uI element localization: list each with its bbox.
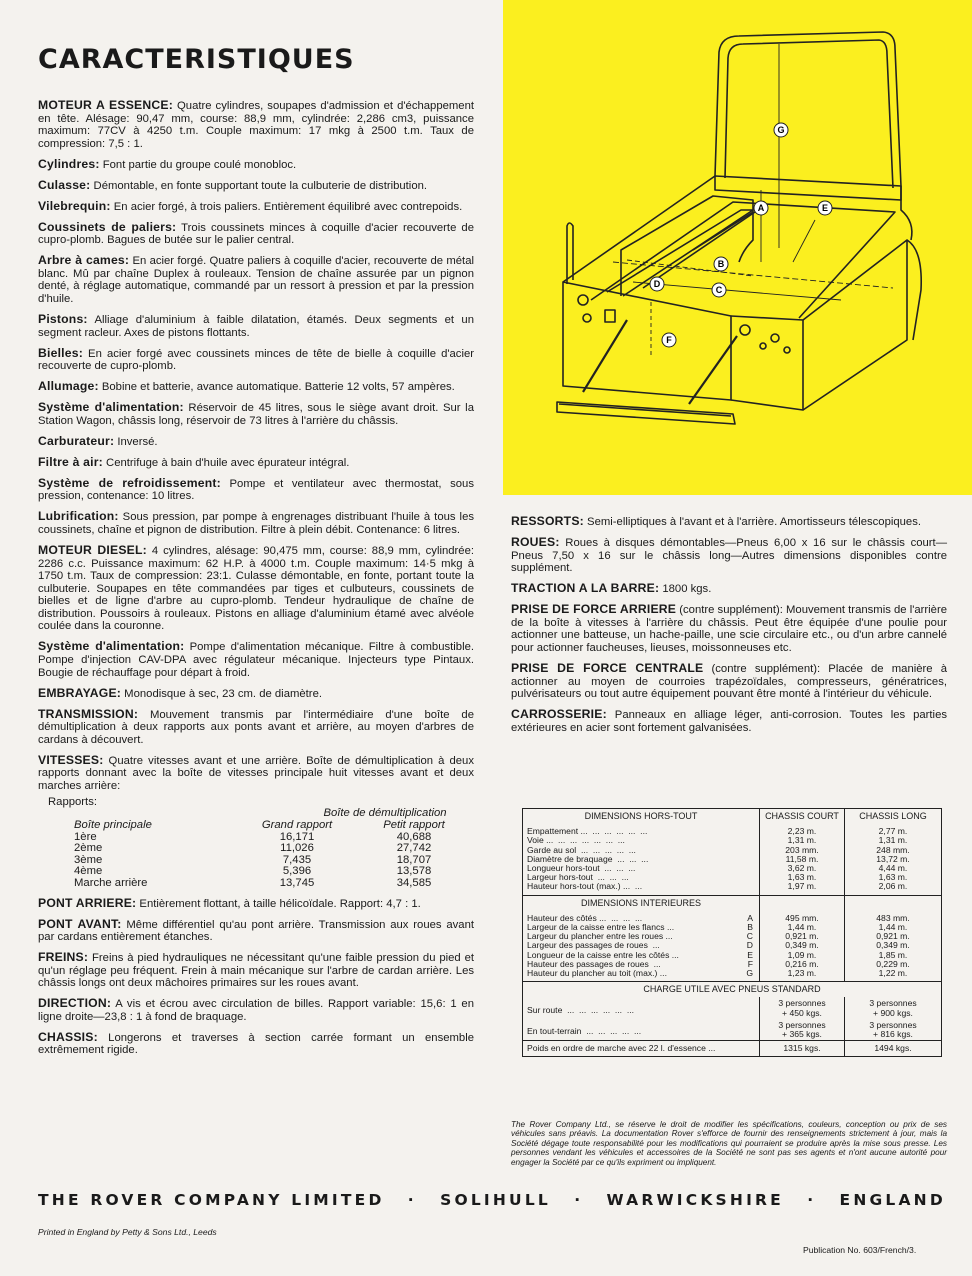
interior-label: Largeur du plancher entre les roues ... — [527, 931, 673, 942]
gear-caption: Rapports: — [48, 795, 97, 808]
spec-text: Sous pression, par pompe à engrenages distribuant l'huile à tous les coussinets, chaîne et pignon de distribution. Filtre à plein débit. Contenance: 6 litres. — [38, 511, 474, 536]
gear-cell: 16,171 — [279, 830, 315, 843]
payload-line: + 816 kgs. — [873, 1029, 913, 1040]
dimension-letter-d: D — [653, 279, 661, 289]
spec-label: PONT ARRIERE: — [38, 895, 137, 910]
dimension-letter-b: B — [717, 259, 725, 269]
dimension-label: Largeur hors-tout ... ... ... — [523, 873, 760, 882]
gear-cell: 7,435 — [282, 853, 312, 866]
gear-header: Petit rapport — [383, 818, 445, 831]
payload-line: 3 personnes — [778, 1019, 826, 1030]
spec-paragraph — [511, 515, 947, 529]
spec-paragraph — [38, 99, 474, 150]
footer-dot: · — [407, 1191, 417, 1209]
spec-label: Système de refroidissement: — [38, 475, 221, 490]
spec-label: Vilebrequin: — [38, 198, 111, 213]
spec-paragraph — [38, 918, 474, 944]
gear-cell: 18,707 — [396, 853, 432, 866]
spec-paragraph — [38, 435, 474, 449]
interieures-title: DIMENSIONS INTERIEURES — [523, 895, 760, 911]
dimension-court: 203 mm. — [760, 846, 845, 855]
gear-cell: 40,688 — [396, 830, 432, 843]
spec-text: Quatre cylindres, soupapes d'admission et d'échappement en tête. Alésage: 90,47 mm, course: 88,9 mm, cylindrée: 2,286 cm3, puissance maximum: 77CV à 4250 t.m. Couple maximum: 17 mkg à 2500 t.m. Taux de compression: 7,5 : 1. — [38, 100, 474, 150]
spec-paragraph — [38, 456, 474, 470]
spec-paragraph — [38, 347, 474, 373]
spec-label: CARROSSERIE: — [511, 707, 607, 722]
col-header-court: CHASSIS COURT — [760, 809, 845, 824]
poids-court: 1315 kgs. — [760, 1041, 845, 1057]
spec-paragraph — [511, 536, 947, 575]
spec-paragraph — [38, 997, 474, 1023]
spec-label: Arbre à cames: — [38, 253, 130, 268]
payload-line: 3 personnes — [869, 998, 917, 1009]
spec-label: PRISE DE FORCE CENTRALE — [511, 660, 704, 675]
payload-line: + 450 kgs. — [782, 1007, 822, 1018]
payload-line: + 900 kgs. — [873, 1007, 913, 1018]
interior-code: B — [747, 922, 753, 933]
spec-list-extras — [511, 515, 947, 734]
spec-label: FREINS: — [38, 950, 89, 965]
spec-text: Semi-elliptiques à l'avant et à l'arrière. Amortisseurs télescopiques. — [583, 516, 922, 528]
spec-paragraph — [38, 477, 474, 503]
right-column — [511, 515, 947, 742]
spec-text: Panneaux en alliage léger, anti-corrosion. Toutes les parties extérieures en acier sont fortement galvanisées. — [511, 709, 947, 734]
dimension-long: 1,63 m. — [878, 872, 908, 883]
spec-text: Inversé. — [114, 435, 158, 448]
footer-city: SOLIHULL — [440, 1191, 551, 1209]
spec-text: (contre supplément): Mouvement transmis de l'arrière de la boîte à vitesses à l'arrière du châssis. Peut être équipée d'une poulie pour actionner une batteuse, un hache-paille, une scie circulaire etc., ou d'un arbre cannelé pour actionner faucheuses, lieuses, moissonneuses etc. — [511, 604, 948, 654]
spec-paragraph — [38, 640, 474, 679]
spec-paragraph — [38, 754, 474, 793]
gear-group-header: Boîte de démultiplication — [323, 807, 447, 820]
body-illustration — [503, 0, 972, 495]
dimension-letter-e: E — [821, 203, 829, 213]
interior-court: 495 mm. — [760, 911, 845, 923]
gear-cell: 13,745 — [279, 876, 315, 889]
spec-text: Même différentiel qu'au pont arrière. Transmission aux roues avant par cardans entièrement étanches. — [38, 918, 474, 944]
spec-label: Coussinets de paliers: — [38, 219, 177, 234]
payload-long — [845, 1019, 942, 1041]
gear-cell: 1ère — [74, 830, 97, 843]
spec-label: Cylindres: — [38, 156, 100, 171]
gear-header: Boîte principale — [74, 818, 152, 831]
poids-label: Poids en ordre de marche avec 22 l. d'essence ... — [523, 1041, 760, 1057]
spec-label: Bielles: — [38, 345, 83, 360]
interior-court: 0,349 m. — [760, 941, 845, 950]
spec-text: Pompe d'alimentation mécanique. Filtre à combustible. Pompe d'injection CAV-DPA avec régulateur mécanique. Injecteurs type Pintaux. Bougie de réchauffage pour départ à froid. — [38, 641, 475, 679]
interior-long: 1,85 m. — [878, 949, 908, 960]
spec-label: CHASSIS: — [38, 1029, 98, 1044]
interior-code: C — [746, 931, 753, 942]
dimension-court: 1,63 m. — [760, 873, 845, 882]
spec-text: Monodisque à sec, 23 cm. de diamètre. — [121, 687, 322, 700]
gear-row — [74, 878, 472, 890]
spec-text: Freins à pied hydrauliques ne nécessitant qu'une faible pression du pied et qu'un réglage peu fréquent. Frein à main mécanique sur l'arbre de cardan arrière. Les châssis longs ont deux mâchoires primaires sur les roues avant. — [38, 952, 474, 990]
payload-label: Sur route ... ... ... ... ... ... — [523, 997, 760, 1018]
spec-label: MOTEUR DIESEL: — [38, 542, 147, 557]
gear-cell: 13,578 — [396, 865, 432, 878]
publication-number: Publication No. 603/French/3. — [803, 1245, 917, 1255]
interior-long: 0,921 m. — [876, 931, 910, 942]
dimension-court: 11,58 m. — [760, 855, 845, 864]
spec-paragraph — [38, 951, 474, 990]
spec-text: Centrifuge à bain d'huile avec épurateur intégral. — [102, 456, 350, 469]
spec-list-chassis — [38, 897, 474, 1058]
spec-label: Lubrification: — [38, 509, 119, 524]
interior-label: Hauteur du plancher au toit (max.) ... — [527, 968, 667, 979]
spec-list-engine — [38, 99, 474, 793]
spec-label: Filtre à air: — [38, 454, 103, 469]
left-column — [38, 99, 474, 1064]
spec-paragraph — [38, 158, 474, 172]
spec-paragraph — [38, 200, 474, 214]
spec-text: Font partie du groupe coulé monobloc. — [99, 158, 297, 171]
spec-paragraph — [38, 221, 474, 247]
dimension-court: 2,23 m. — [760, 824, 845, 836]
gear-cell: 11,026 — [280, 842, 314, 855]
spec-text: Entièrement flottant, à taille hélicoïdale. Rapport: 4,7 : 1. — [136, 897, 421, 910]
payload-row — [523, 1019, 941, 1041]
spec-text: 1800 kgs. — [659, 583, 712, 596]
gear-cell: 5,396 — [282, 865, 312, 878]
gear-cell: Marche arrière — [74, 876, 148, 889]
dimension-label: Garde au sol ... ... ... ... ... — [523, 846, 760, 855]
dimension-letter-a: A — [757, 203, 765, 213]
interior-label: Largeur de la caisse entre les flancs ... — [527, 922, 675, 933]
spec-text: (contre supplément): Placée de manière à actionner au moyen de courroies trapézoïdales, compresseurs, génératrices, pulvérisateurs ou tout autre équipement pouvant être monté à l'intérieur du véhicule. — [511, 662, 948, 701]
spec-paragraph — [38, 687, 474, 701]
spec-paragraph — [38, 510, 474, 536]
spec-text: Bobine et batterie, avance automatique. Batterie 12 volts, 57 ampères. — [98, 381, 455, 394]
poids-long: 1494 kgs. — [845, 1041, 942, 1057]
dimension-row — [523, 882, 941, 895]
spec-paragraph — [38, 179, 474, 193]
dimension-letter-f: F — [666, 335, 672, 345]
interior-long: 483 mm. — [876, 912, 910, 923]
spec-label: Pistons: — [38, 312, 88, 327]
spec-paragraph — [38, 544, 474, 633]
payload-court — [760, 997, 845, 1018]
gear-cell: 27,742 — [396, 842, 432, 855]
spec-text: En acier forgé avec coussinets minces de tête de bielle à coquille d'acier recouverte de cupro-plomb. — [38, 347, 474, 373]
interior-dimension-row — [523, 969, 941, 982]
interior-court: 1,23 m. — [760, 969, 845, 982]
dimension-label: Diamètre de braquage ... ... ... — [523, 855, 760, 864]
interior-long: 1,44 m. — [878, 922, 908, 933]
spec-label: ROUES: — [511, 534, 560, 549]
spec-paragraph — [38, 313, 474, 339]
spec-label: Culasse: — [38, 177, 91, 192]
payload-court — [760, 1019, 845, 1041]
spec-paragraph — [38, 1031, 474, 1057]
legal-disclaimer: The Rover Company Ltd., se réserve le droit de modifier les spécifications, couleurs, conception ou prix de ses véhicules sans préavis. La documentation Rover s'efforce de fournir des renseignements strictement à jour, mais la Société dégage toute responsabilité pour les modifications qui pourraient se produire après la mise sous presse. Les personnes vendant les véhicules et accessoires de la Société ne sont pas ses agents et n'ont aucune autorité pour engager la Société par ce qu'ils expriment ou impliquent. — [511, 1120, 947, 1167]
spec-label: EMBRAYAGE: — [38, 685, 122, 700]
spec-text: A vis et écrou avec circulation de billes. Rapport variable: 15,6: 1 en ligne droite—23,8 : 1 à fond de braquage. — [38, 998, 474, 1023]
footer-county: WARWICKSHIRE — [606, 1191, 784, 1209]
spec-text: Pompe et ventilateur avec thermostat, sous pression, contenance: 10 litres. — [38, 477, 474, 503]
spec-text: Roues à disques démontables—Pneus 6,00 x 16 sur le châssis court—Pneus 7,50 x 16 sur le châssis long—Autres dimensions disponibles contre supplément. — [511, 536, 947, 575]
spec-label: PRISE DE FORCE ARRIERE — [511, 602, 677, 617]
footer-dot: · — [574, 1191, 584, 1209]
interior-label-cell — [523, 969, 760, 982]
spec-paragraph — [38, 897, 474, 911]
spec-paragraph — [38, 254, 474, 305]
printer-credit: Printed in England by Petty & Sons Ltd., Leeds — [38, 1227, 217, 1237]
interior-label: Hauteur des côtés ... ... ... ... — [527, 912, 643, 923]
spec-label: Système d'alimentation: — [38, 639, 185, 654]
interior-court: 0,921 m. — [760, 932, 845, 941]
spec-label: Allumage: — [38, 379, 99, 394]
dimension-label: Longueur hors-tout ... ... ... — [523, 864, 760, 873]
spec-label: RESSORTS: — [511, 514, 584, 528]
dimension-long: 4,44 m. — [878, 863, 908, 874]
spec-label: Système d'alimentation: — [38, 400, 184, 415]
spec-label: DIRECTION: — [38, 996, 112, 1011]
footer-dot: · — [807, 1191, 817, 1209]
company-footer — [38, 1191, 946, 1209]
spec-paragraph — [38, 708, 474, 747]
spec-text: Longerons et traverses à section carrée formant un ensemble extrêmement rigide. — [38, 1031, 474, 1057]
interior-court: 1,44 m. — [760, 923, 845, 932]
interior-long: 1,22 m. — [878, 968, 908, 979]
footer-country: ENGLAND — [839, 1191, 946, 1209]
spec-text: Alliage d'aluminium à faible dilatation, étamés. Deux segments et un segment racleur. Axes de pistons flottants. — [38, 314, 474, 339]
spec-paragraph — [38, 380, 474, 394]
interior-label: Longueur de la caisse entre les côtés ... — [527, 949, 679, 960]
dimension-long: 1,31 m. — [878, 835, 908, 846]
dimensions-table — [522, 808, 942, 1057]
payload-line: 3 personnes — [869, 1019, 917, 1030]
interior-label: Largeur des passages de roues ... — [527, 940, 660, 951]
interior-code: G — [746, 968, 753, 979]
spec-text: Mouvement transmis par l'intermédiaire d'une boîte de démultiplication à deux rapports aux ponts avant et arrière, au moyen d'arbres de cardans à découvert. — [38, 708, 474, 746]
spec-label: TRANSMISSION: — [38, 706, 139, 721]
interior-court: 0,216 m. — [760, 960, 845, 969]
interior-code: D — [746, 940, 753, 951]
dimension-court: 3,62 m. — [760, 864, 845, 873]
payload-line: 3 personnes — [778, 998, 826, 1009]
spec-text: 4 cylindres, alésage: 90,475 mm, course: 88,9 mm, cylindrée: 2286 c.c. Puissance maximum: 62 H.P. à 4000 t.m. Couple maximum: 14·5 mkg à 1750 t.m. Taux de compression: 23:1. Culasse démontable, en fonte, portant toute la culbuterie. Soupapes en tête commandées par tiges et culbuteurs, coussinets de bielles et de ligne d'arbre au cupro-plomb. Tendeur hydraulique de chaîne de distribution. Poussoirs à rouleaux. Pistons en alliage d'aluminium étamé avec alvéole coulée dans la couronne. — [38, 544, 474, 633]
spec-paragraph — [511, 603, 947, 654]
spec-text: En acier forgé, à trois paliers. Entièrement équilibré avec contrepoids. — [110, 200, 463, 213]
spec-paragraph — [511, 662, 947, 701]
spec-text: En acier forgé. Quatre paliers à coquille d'acier, recouverte de métal blanc. Mû par chaîne Duplex à rouleaux. Tension de chaîne assurée par un pignon denté, à réglage automatique, commandé par un ressort à pression et par la pression d'huile. — [38, 255, 474, 306]
spec-text: Réservoir de 45 litres, sous le siège avant droit. Sur la Station Wagon, châssis long, réservoir de 73 litres à l'arrière du châssis. — [38, 402, 474, 427]
interior-code: A — [747, 912, 753, 923]
hors-tout-title: DIMENSIONS HORS-TOUT — [523, 809, 760, 824]
dimension-label: Hauteur hors-tout (max.) ... ... — [523, 882, 760, 895]
gear-row — [74, 843, 472, 855]
dimension-label: Empattement ... ... ... ... ... ... — [523, 824, 760, 836]
charge-title: CHARGE UTILE AVEC PNEUS STANDARD — [523, 982, 941, 998]
interior-code: E — [747, 949, 753, 960]
spec-label: Carburateur: — [38, 433, 115, 448]
spec-paragraph — [38, 401, 474, 427]
spec-paragraph — [511, 708, 947, 734]
spec-paragraph — [511, 582, 947, 596]
spec-text: Trois coussinets minces à coquille d'acier recouverte de cupro-plomb. Bagues de butée sur le palier central. — [38, 221, 474, 247]
spec-label: MOTEUR A ESSENCE: — [38, 98, 173, 112]
gear-cell: 4ème — [74, 865, 103, 878]
gear-cell: 2ème — [74, 842, 103, 855]
dimension-long: 248 mm. — [876, 844, 910, 855]
spec-text: Quatre vitesses avant et une arrière. Boîte de démultiplication à deux rapports donnant avec la boîte de vitesses principale huit vitesses avant et deux marches arrière: — [38, 754, 474, 792]
spec-text: Démontable, en fonte supportant toute la culbuterie de distribution. — [90, 179, 428, 192]
footer-company: THE ROVER COMPANY LIMITED — [38, 1191, 385, 1209]
dimension-long: 2,06 m. — [878, 881, 908, 892]
dimension-letter-g: G — [777, 125, 785, 135]
spec-label: VITESSES: — [38, 752, 104, 767]
page-title: CARACTERISTIQUES — [38, 44, 355, 75]
interior-long: 0,349 m. — [876, 940, 910, 951]
dimension-long: 2,77 m. — [878, 826, 908, 837]
payload-line: + 365 kgs. — [782, 1029, 822, 1040]
dimension-letter-c: C — [715, 285, 723, 295]
payload-long — [845, 997, 942, 1018]
payload-row — [523, 997, 941, 1018]
gear-ratio-table — [38, 797, 474, 890]
spec-label: PONT AVANT: — [38, 916, 122, 931]
gear-header: Grand rapport — [261, 818, 333, 831]
dimension-long: 13,72 m. — [876, 853, 910, 864]
gear-cell: 34,585 — [396, 876, 432, 889]
dimension-court: 1,31 m. — [760, 836, 845, 845]
payload-label: En tout-terrain ... ... ... ... ... — [523, 1019, 760, 1041]
dimension-label: Voie ... ... ... ... ... ... ... — [523, 836, 760, 845]
interior-court: 1,09 m. — [760, 951, 845, 960]
dimension-court: 1,97 m. — [760, 882, 845, 895]
gear-cell: 3ème — [74, 853, 103, 866]
interior-label: Hauteur des passages de roues ... — [527, 958, 661, 969]
col-header-long: CHASSIS LONG — [859, 811, 927, 821]
interior-long: 0,229 m. — [876, 958, 910, 969]
interior-code: F — [747, 958, 753, 969]
rear-body-drawing — [503, 0, 972, 495]
spec-label: TRACTION A LA BARRE: — [511, 581, 660, 596]
